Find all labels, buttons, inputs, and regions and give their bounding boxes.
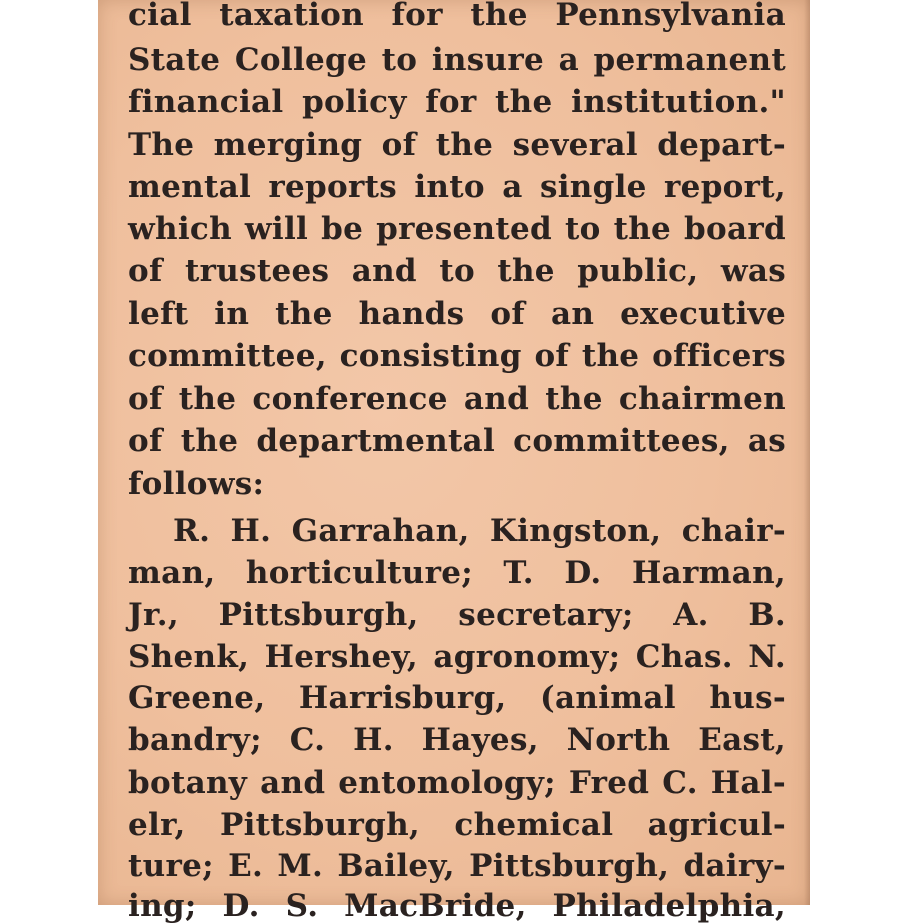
article-line: Greene, Harrisburg, (animal hus- <box>128 680 786 716</box>
article-line: R. H. Garrahan, Kingston, chair- <box>173 513 786 549</box>
article-line: follows: <box>128 466 265 502</box>
article-line: elr, Pittsburgh, chemical agricul- <box>128 807 786 843</box>
article-line: ing; D. S. MacBride, Philadelphia, <box>128 888 786 924</box>
article-line: bandry; C. H. Hayes, North East, <box>128 722 786 758</box>
article-line: Jr., Pittsburgh, secretary; A. B. <box>128 597 786 633</box>
newspaper-clipping <box>98 0 810 924</box>
article-line: State College to insure a permanent <box>128 42 786 78</box>
article-line: which will be presented to the board <box>128 211 786 247</box>
article-line: of the departmental committees, as <box>128 423 786 459</box>
article-line: The merging of the several depart- <box>128 127 786 163</box>
article-line: ture; E. M. Bailey, Pittsburgh, dairy- <box>128 848 786 884</box>
article-line: botany and entomology; Fred C. Hal- <box>128 765 786 801</box>
article-line: committee, consisting of the officers <box>128 338 786 374</box>
article-line: financial policy for the institution." <box>128 84 786 120</box>
article-line: of the conference and the chairmen <box>128 381 786 417</box>
article-line: Shenk, Hershey, agronomy; Chas. N. <box>128 639 786 675</box>
article-line: left in the hands of an executive <box>128 296 786 332</box>
article-line: of trustees and to the public, was <box>128 253 786 289</box>
article-line: mental reports into a single report, <box>128 169 786 205</box>
article-line: man, horticulture; T. D. Harman, <box>128 555 786 591</box>
article-line: cial taxation for the Pennsylvania <box>128 0 786 33</box>
